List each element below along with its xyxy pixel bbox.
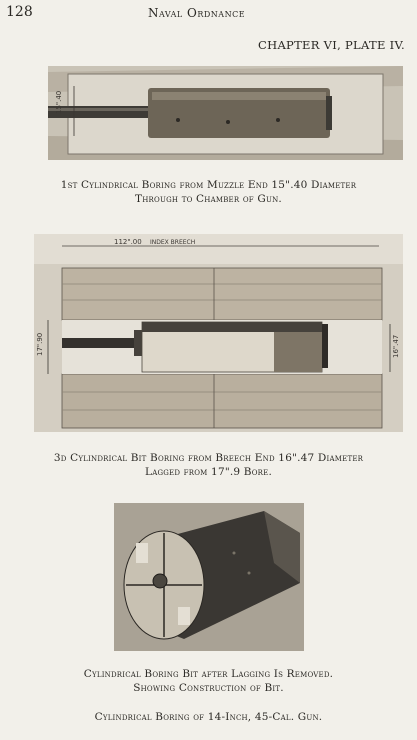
- fig2-length-note: INDEX BREECH: [150, 239, 196, 246]
- fig2-length-label: 112".00: [114, 238, 142, 246]
- plate-label: CHAPTER VI, PLATE IV.: [258, 38, 405, 52]
- figure-2-caption-line-1: 3d Cylindrical Bit Boring from Breech End 16".47 Diameter: [53, 452, 364, 464]
- fig2-left-dimension: 17".90: [36, 332, 44, 356]
- figure-2-caption-line-2: Lagged from 17".9 Bore.: [145, 466, 272, 478]
- figure-2-photo: [34, 234, 403, 432]
- figure-3-caption-line-1: Cylindrical Boring Bit after Lagging Is Removed.: [83, 668, 334, 680]
- figure-1-caption-line-2: Through to Chamber of Gun.: [135, 193, 282, 205]
- running-title: Naval Ordnance: [148, 6, 246, 20]
- fig1-dimension-label: 15".40: [55, 90, 63, 114]
- figure-3-caption-line-2: Showing Construction of Bit.: [133, 682, 284, 694]
- figure-1-photo: [48, 66, 403, 160]
- fig2-right-dimension: 16".47: [392, 334, 400, 358]
- figure-3-photo: [114, 503, 304, 651]
- plate-caption: Cylindrical Boring of 14-Inch, 45-Cal. Gun.: [94, 711, 323, 723]
- figure-1-caption-line-1: 1st Cylindrical Boring from Muzzle End 15".40 Diameter: [60, 179, 357, 191]
- page-number: 128: [6, 4, 33, 20]
